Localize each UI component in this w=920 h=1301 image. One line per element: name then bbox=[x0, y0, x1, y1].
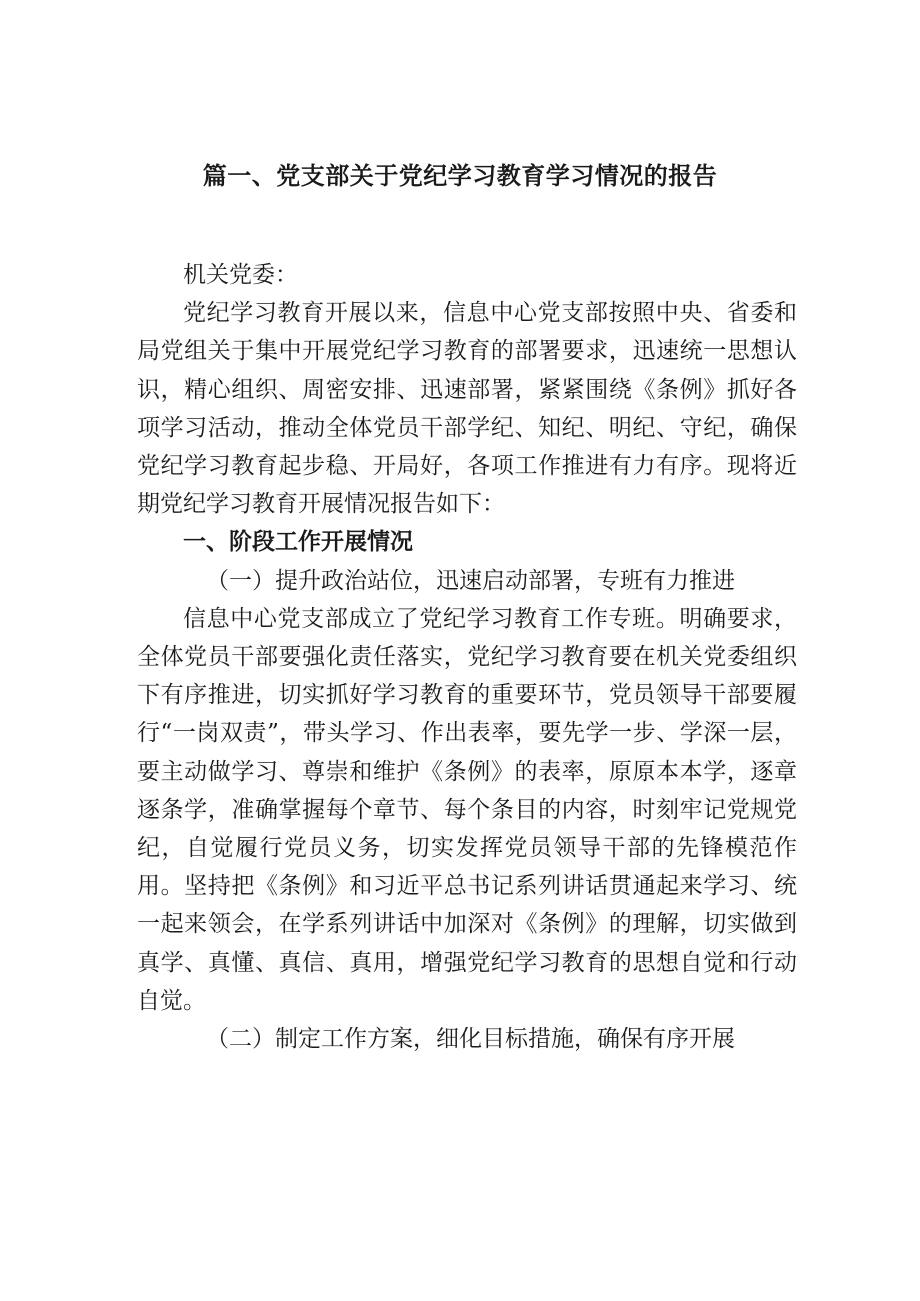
document-body bbox=[137, 256, 797, 1058]
document-title: 篇一、党支部关于党纪学习教育学习情况的报告 bbox=[202, 162, 718, 190]
subsection-heading-2: （二）制定工作方案，细化目标措施，确保有序开展 bbox=[206, 1026, 735, 1053]
section-heading-1: 一、阶段工作开展情况 bbox=[183, 529, 413, 556]
subsection-heading-1: （一）提升政治站位，迅速启动部署，专班有力推进 bbox=[206, 567, 735, 594]
subsection-1-paragraph: 信息中心党支部成立了党纪学习教育工作专班。明确要求，全体党员干部要强化责任落实，党纪学习教育要在机关党委组织下有序推进，切实抓好学习教育的重要环节，党员领导干部要履行“一岗双责”，带头学习、作出表率，要先学一步、学深一层，要主动做学习、尊崇和维护《条例》的表率，原原本本学，逐章逐条学，准确掌握每个章节、每个条目的内容，时刻牢记党规党纪，自觉履行党员义务，切实发挥党员领导干部的先锋模范作用。坚持把《条例》和习近平总书记系列讲话贯通起来学习、统一起来领会，在学系列讲话中加深对《条例》的理解，切实做到真学、真懂、真信、真用，增强党纪学习教育的思想自觉和行动自觉。 bbox=[137, 605, 797, 1014]
salutation: 机关党委： bbox=[183, 262, 298, 288]
intro-paragraph: 党纪学习教育开展以来，信息中心党支部按照中央、省委和局党组关于集中开展党纪学习教育的部署要求，迅速统一思想认识，精心组织、周密安排、迅速部署，紧紧围绕《条例》抓好各项学习活动，推动全体党员干部学纪、知纪、明纪、守纪，确保党纪学习教育起步稳、开局好，各项工作推进有力有序。现将近期党纪学习教育开展情况报告如下： bbox=[137, 300, 797, 518]
